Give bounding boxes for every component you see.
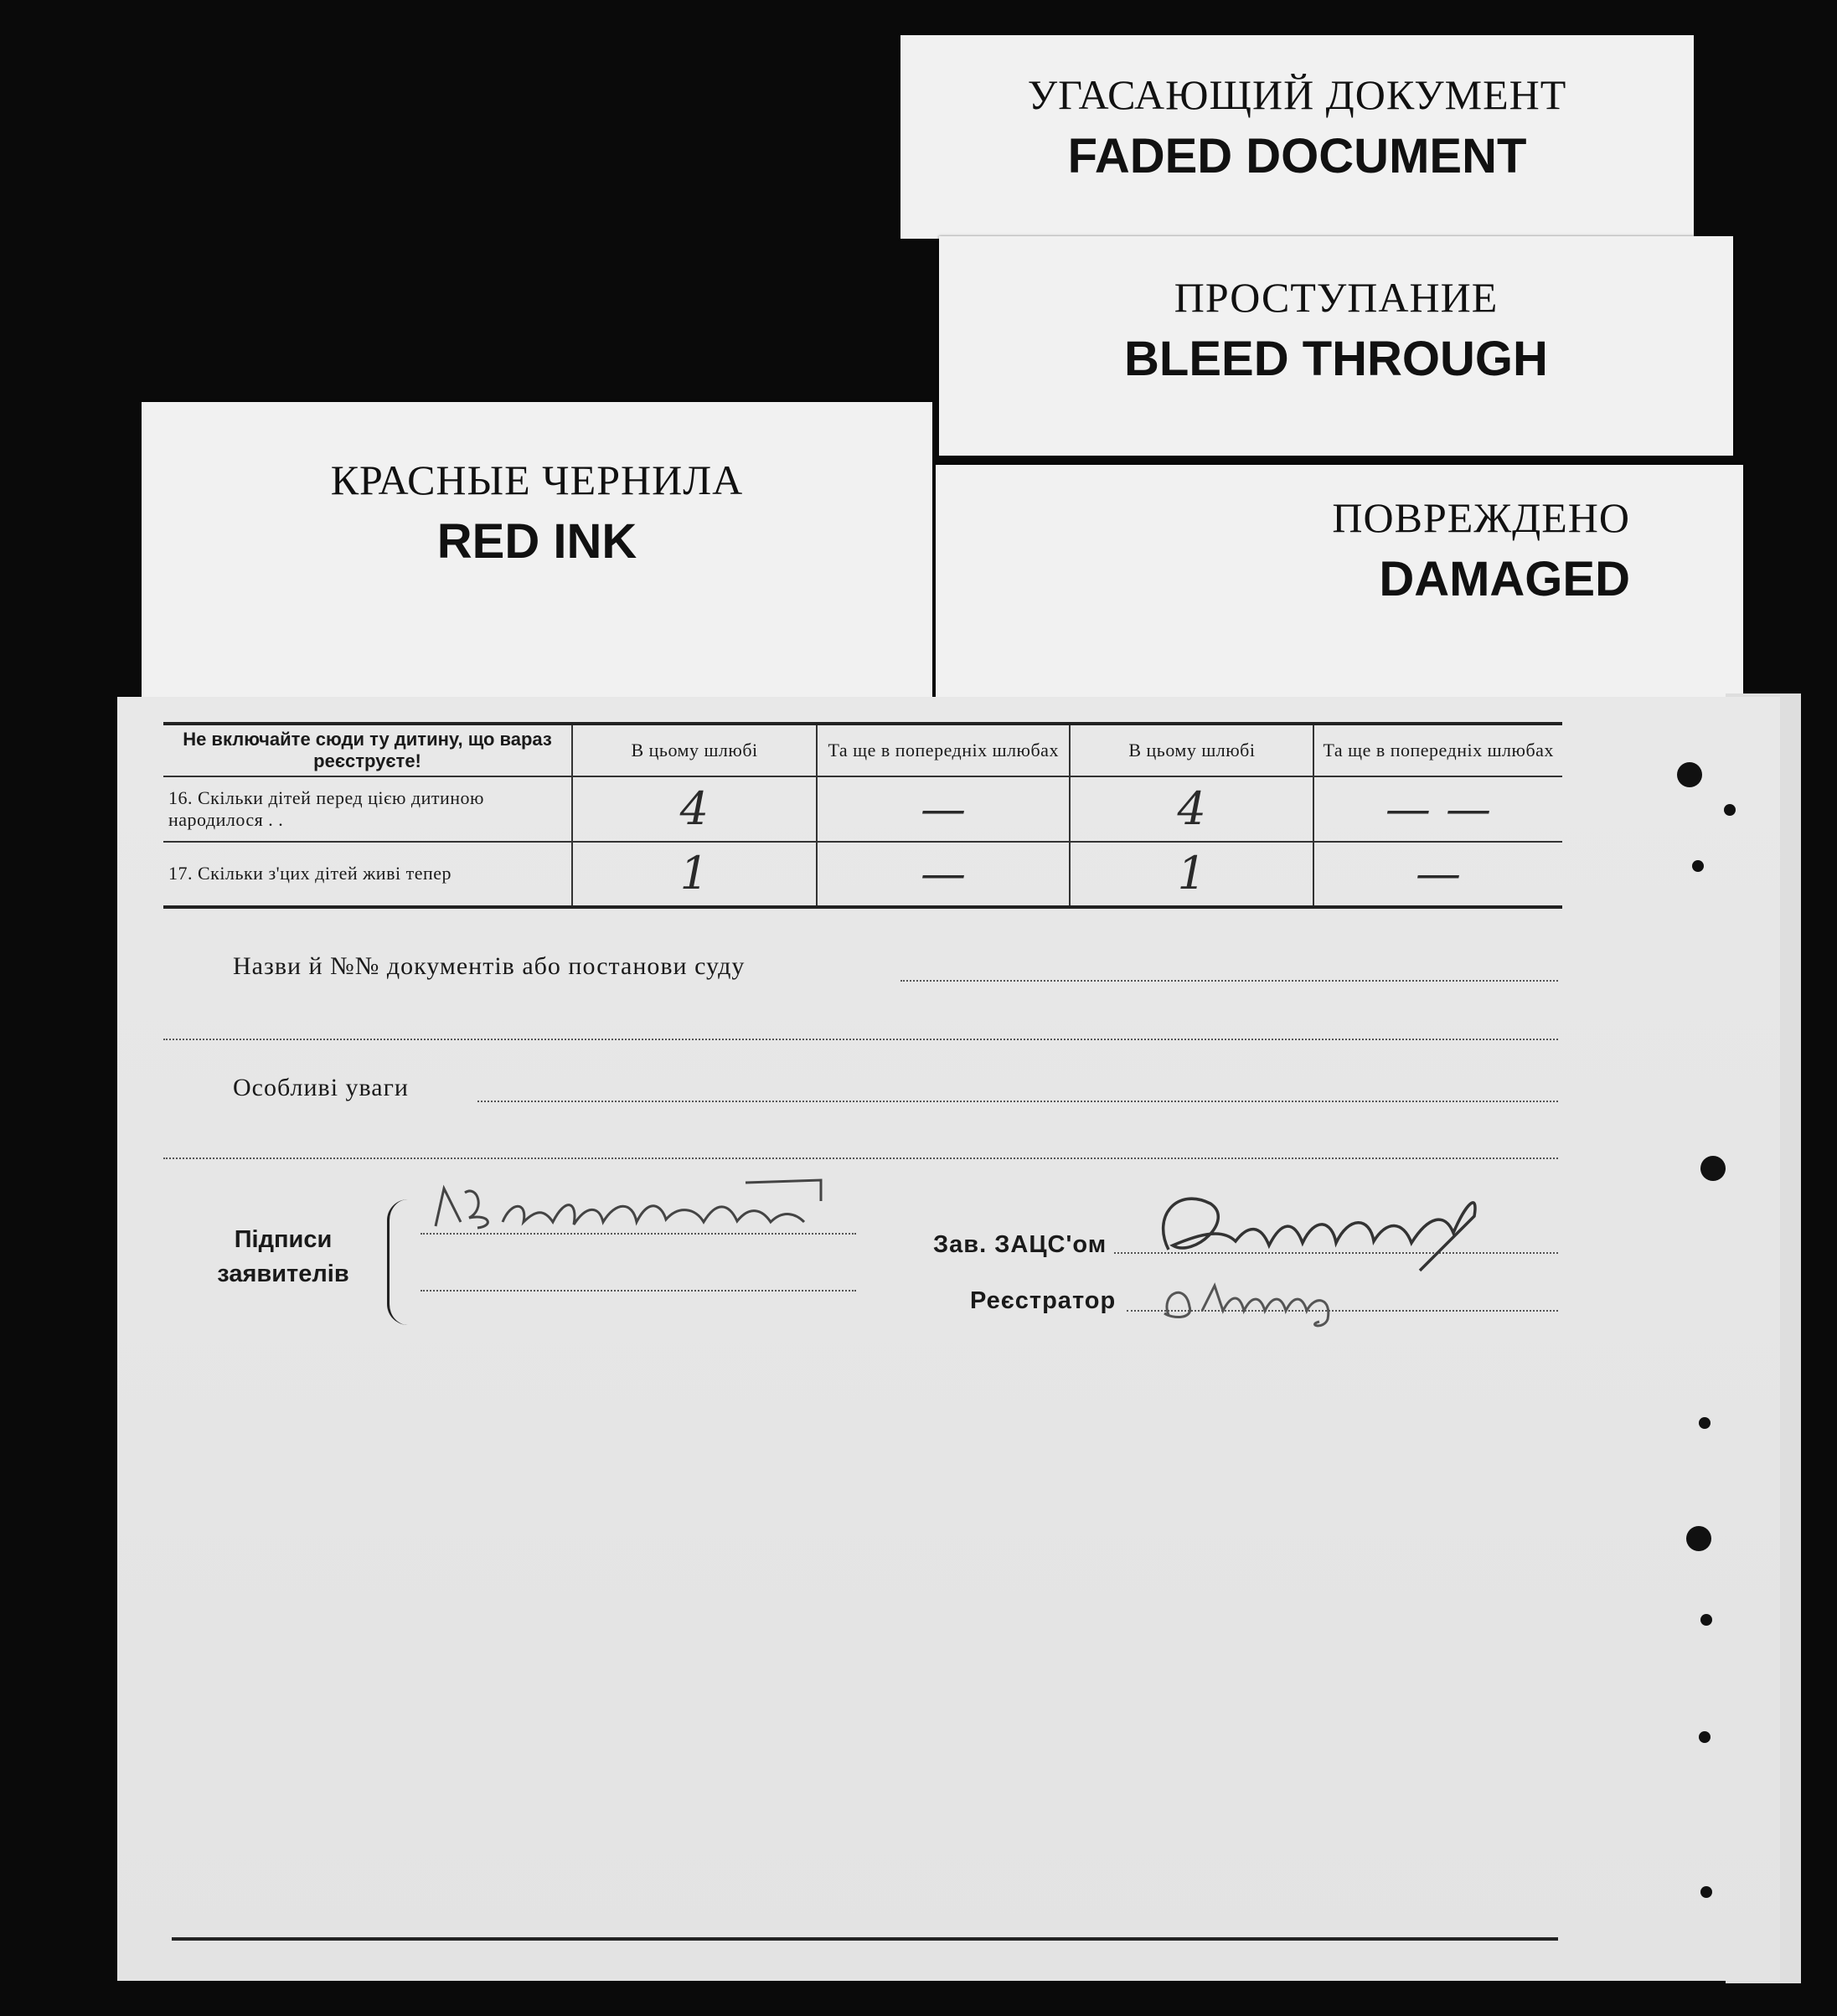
- children-table: [163, 722, 1562, 909]
- table-header-question: Не включайте сюди ту дитину, що вараз реєструєте!: [163, 724, 572, 776]
- punch-hole: [1692, 860, 1704, 872]
- faded-label-ru: УГАСАЮЩИЙ ДОКУМЕНТ: [1027, 71, 1567, 118]
- bleed-label-ru: ПРОСТУПАНИЕ: [1174, 274, 1499, 321]
- row-16-value-2: —: [817, 776, 1070, 842]
- table-row: [163, 842, 1562, 907]
- damaged-label-en: DAMAGED: [1379, 552, 1630, 606]
- bleed-through-label: [939, 236, 1733, 456]
- row-17-value-2: —: [817, 842, 1070, 907]
- table-header-col3: В цьому шлюбі: [1070, 724, 1313, 776]
- documents-field-line2: [163, 1039, 1558, 1040]
- punch-hole: [1700, 1886, 1712, 1898]
- red-ink-label-en: RED INK: [436, 514, 637, 569]
- signatures-brace: [387, 1199, 408, 1325]
- punch-hole: [1700, 1614, 1712, 1626]
- punch-hole: [1686, 1526, 1711, 1551]
- bottom-rule: [172, 1937, 1558, 1941]
- row-16-value-4: — —: [1313, 776, 1562, 842]
- signature-line-2: [421, 1290, 856, 1292]
- applicant-signature: [427, 1176, 846, 1243]
- head-signature: [1143, 1183, 1495, 1275]
- head-label: Зав. ЗАЦС'ом: [933, 1231, 1107, 1258]
- table-row: [163, 776, 1562, 842]
- faded-document-label: [900, 35, 1694, 239]
- notes-field-line2: [163, 1158, 1558, 1159]
- bleed-label-en: BLEED THROUGH: [1124, 332, 1548, 386]
- punch-hole: [1677, 762, 1702, 787]
- documents-label: Назви й №№ документів або постанови суду: [233, 952, 746, 980]
- row-17-question: 17. Скільки з'цих дітей живі тепер: [163, 842, 572, 907]
- row-16-value-3: 4: [1070, 776, 1313, 842]
- table-header-col2: Та ще в попередніх шлюбах: [817, 724, 1070, 776]
- table-header-col4: Та ще в попередніх шлюбах: [1313, 724, 1562, 776]
- damaged-label: [936, 465, 1743, 716]
- damaged-label-ru: ПОВРЕЖДЕНО: [1332, 494, 1630, 541]
- punch-hole: [1724, 804, 1736, 816]
- signatures-label: Підписи заявителів: [217, 1226, 349, 1287]
- punch-hole: [1699, 1417, 1711, 1429]
- red-ink-label-ru: КРАСНЫЕ ЧЕРНИЛА: [330, 456, 744, 503]
- row-17-value-3: 1: [1070, 842, 1313, 907]
- faded-label-en: FADED DOCUMENT: [1067, 129, 1527, 183]
- registrar-signature: [1156, 1273, 1374, 1332]
- row-17-value-4: —: [1313, 842, 1562, 907]
- table-header-col1: В цьому шлюбі: [572, 724, 817, 776]
- punch-hole: [1700, 1156, 1726, 1181]
- registrar-label: Реєстратор: [970, 1287, 1117, 1314]
- notes-label: Особливі уваги: [233, 1074, 409, 1101]
- row-17-value-1: 1: [572, 842, 817, 907]
- notes-field: [477, 1101, 1558, 1102]
- documents-field: [900, 980, 1558, 982]
- birth-record-sheet: [117, 697, 1780, 1981]
- row-16-question: 16. Скільки дітей перед цією дитиною народилося . .: [163, 776, 572, 842]
- row-16-value-1: 4: [572, 776, 817, 842]
- punch-hole: [1699, 1731, 1711, 1743]
- red-ink-label: [142, 402, 932, 720]
